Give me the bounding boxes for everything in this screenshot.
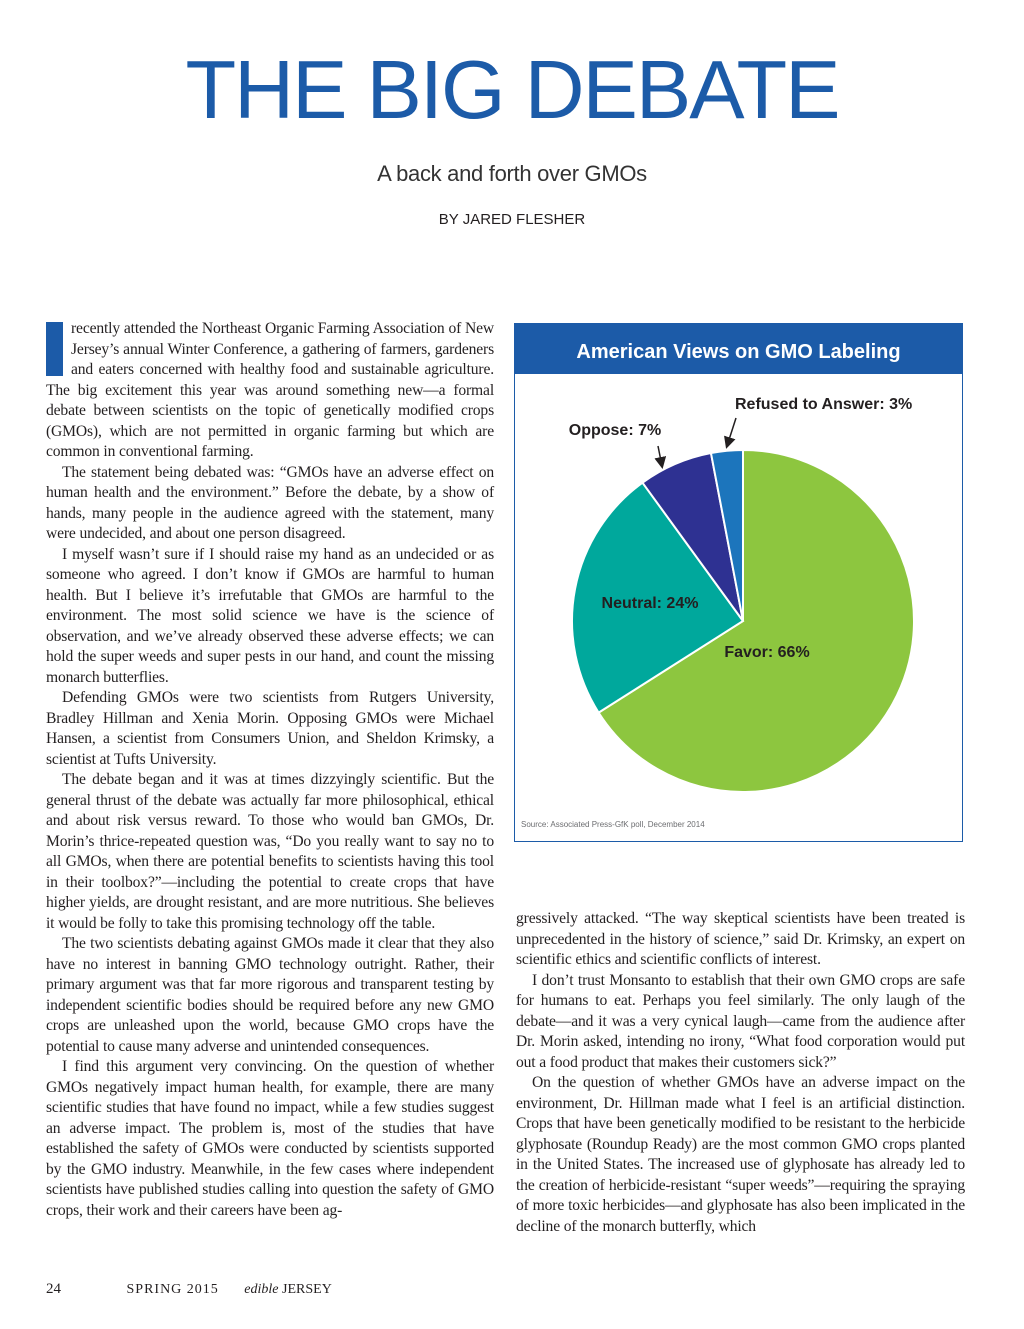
paragraph: The two scientists debating against GMOs made it clear that they also have no interest in banning GMO technology outright. Rather, their primary argument was that far more rigorous and transparent testing by independent scientific bodies should be required before any new GMO crops are unleashed upon the world, because GMO crops have the potential to cause many adverse and unintended consequences. xyxy=(46,935,494,1055)
slice-label-neutral: Neutral: 24% xyxy=(601,595,699,612)
leader-line-refused-to-answer xyxy=(727,418,736,446)
leader-line-oppose xyxy=(658,446,662,466)
page-number: 24 xyxy=(46,1281,61,1297)
magazine-name xyxy=(244,1282,332,1298)
paragraph: The debate began and it was at times dizzyingly scientific. But the general thrust of the debate was actually far more philosophical, ethical and about risk versus reward. To those who would ban GMOs, Dr. Morin’s thrice-repeated question was, “Do you really want to say no to all GMOs, when there are potential benefits to scientists having this tool in their toolbox?”—including the potential to create crops that have higher yields, are drought resistant, and are more nutritious. She believes it would be folly to take this promising technology off the table. xyxy=(46,771,494,932)
chart-source: Source: Associated Press-GfK poll, December 2014 xyxy=(521,820,705,829)
paragraph: Defending GMOs were two scientists from Rutgers University, Bradley Hillman and Xenia Morin. Opposing GMOs were Michael Hansen, a scientist from Consumers Union, and Sheldon Krimsky, a scientist at Tufts University. xyxy=(46,689,494,768)
paragraph: On the question of whether GMOs have an adverse impact on the environment, Dr. Hillman made what I feel is an artificial distinction. Crops that have been genetically modified to be resistant to the herbicide glyphosate (Roundup Ready) are the most common GMO crops planted in the United States. The increased use of glyphosate has already led to the creation of herbicide-resistant “super weeds”—requiring the spraying of more toxic herbicides—and glyphosate has also been implicated in the decline of the monarch butterfly, which xyxy=(516,1074,965,1235)
slice-label-refused-to-answer: Refused to Answer: 3% xyxy=(735,396,913,413)
article-title: THE BIG DEBATE xyxy=(185,43,839,136)
article-byline: BY JARED FLESHER xyxy=(438,211,586,228)
page-footer xyxy=(46,1281,332,1298)
magazine-name-rest: JERSEY xyxy=(282,1282,332,1297)
chart-title: American Views on GMO Labeling xyxy=(515,324,962,374)
magazine-name-italic: edible xyxy=(244,1282,279,1297)
paragraph: I myself wasn’t sure if I should raise my hand as an undecided or as someone who agreed. I don’t know if GMOs are harmful to human health. But I believe it’s irrefutable that GMOs are harmful to the environment. The most solid science we have is the science of observation, and we’ve already observed these adverse effects; we can hold the super weeds and super pests in our hand, and count the missing monarch butterflies. xyxy=(46,545,494,686)
paragraph: The statement being debated was: “GMOs have an adverse effect on human health and the environment.” Before the debate, by a show of hands, many people in the audience agreed with the statement, many were undecided, and about one person disagreed. xyxy=(46,463,494,542)
issue-date: SPRING 2015 xyxy=(126,1282,219,1297)
paragraph: I don’t trust Monsanto to establish that their own GMO crops are safe for humans to eat. Perhaps you feel similarly. The only laugh of the debate—and it was a very cynical laugh—came from the audience after Dr. Morin asked, intending no irony, “What food corporation would put out a food product that makes their customers sick?” xyxy=(516,971,965,1071)
pie-chart xyxy=(515,374,962,814)
gmo-labeling-chart xyxy=(514,323,963,842)
slice-label-oppose: Oppose: 7% xyxy=(568,422,662,439)
paragraph: gressively attacked. “The way skeptical scientists have been treated is unprecedented in the history of science,” said Dr. Krimsky, an expert on scientific ethics and scientific conflicts of interest. xyxy=(516,910,965,968)
drop-cap-bar xyxy=(46,322,63,376)
right-column xyxy=(516,909,965,1237)
paragraph: I find this argument very convincing. On the question of whether GMOs negatively impact human health, for example, there are many scientific studies that have found no impact, while a few studies suggest an adverse impact. The problem is, most of the studies that have established the safety of GMOs were conducted by scientists supported by the GMO industry. Meanwhile, in the few cases where independent scientists have published studies calling into question the safety of GMO crops, their work and their careers have been ag- xyxy=(46,1058,494,1219)
slice-label-favor: Favor: 66% xyxy=(724,644,810,661)
left-column xyxy=(46,319,494,1221)
article-subtitle: A back and forth over GMOs xyxy=(377,161,647,186)
paragraph: recently attended the Northeast Organic Farming Association of New Jersey’s annual Winter Conference, a gathering of farmers, gardeners and eaters concerned with healthy food and sustainable agriculture. The big excitement this year was around something new—a formal debate between scientists on the topic of genetically modified crops (GMOs), which are not permitted in organic farming but which are common in conventional farming. xyxy=(46,320,494,460)
